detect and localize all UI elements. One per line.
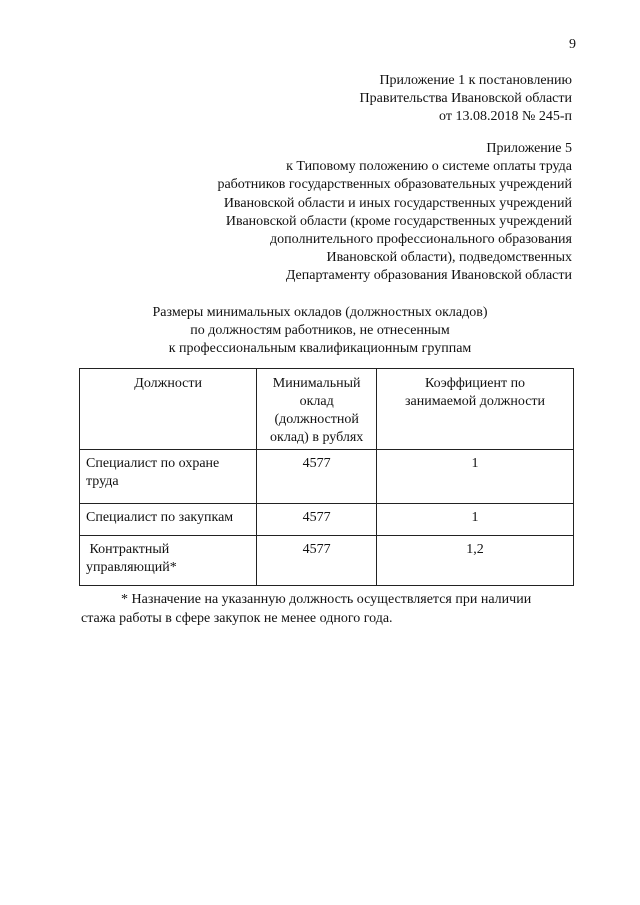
row-position (80, 504, 257, 536)
appendix-5-line: дополнительного профессионального образования (270, 232, 572, 248)
footnote-line1-text: * Назначение на указанную должность осуществляется при наличии (121, 592, 532, 607)
appendix-1-line: Приложение 1 к постановлению (379, 73, 572, 88)
row-position-line: труда (86, 474, 119, 489)
header-position-text: Должности (134, 376, 202, 391)
row-position-line: управляющий* (86, 560, 177, 575)
appendix-5-line: Приложение 5 (486, 141, 572, 156)
title-line: по должностям работников, не отнесенным (190, 323, 450, 338)
footnote-line (81, 590, 574, 609)
appendix-5-line: Ивановской области (кроме государственных учреждений (225, 213, 572, 229)
header-coefficient-line: Коэффициент по (424, 376, 526, 391)
row-coefficient: 1,2 (377, 536, 574, 586)
row-salary: 4577 (257, 504, 377, 536)
row-position-line: Специалист по охране (86, 456, 220, 471)
footnote-line: стажа работы в сфере закупок не менее одного года. (81, 611, 393, 626)
header-coefficient-text (377, 369, 573, 411)
row-salary: 4577 (257, 536, 377, 586)
title-line: Размеры минимальных окладов (должностных окладов) (152, 305, 488, 320)
appendix-5-line: Департаменту образования Ивановской области (285, 268, 572, 284)
table-row (80, 504, 574, 536)
row-coefficient: 1 (377, 450, 574, 504)
header-salary-line: оклад (299, 394, 334, 409)
header-coefficient (377, 369, 574, 450)
table-row (80, 450, 574, 504)
appendix-5-line: Ивановской области), подведомственных (326, 250, 572, 266)
footnote (81, 590, 574, 628)
appendix-5-header (217, 140, 572, 286)
document-title (0, 304, 640, 358)
header-salary-line: Минимальный (272, 376, 361, 391)
row-salary: 4577 (257, 450, 377, 504)
appendix-5-line: работников государственных образовательных учреждений (217, 177, 572, 193)
appendix-1-line: Правительства Ивановской области (359, 91, 572, 107)
header-salary (257, 369, 377, 450)
appendix-5-line: к Типовому положению о системе оплаты труда (286, 159, 572, 175)
table-row (80, 536, 574, 586)
header-position (80, 369, 257, 450)
row-coefficient: 1 (377, 504, 574, 536)
page-number: 9 (569, 37, 576, 52)
header-coefficient-line: занимаемой должности (404, 394, 546, 409)
header-salary-text (257, 369, 376, 447)
appendix-1-header (360, 72, 572, 127)
row-position (80, 536, 257, 586)
header-salary-line: (должностной (274, 412, 359, 427)
title-line: к профессиональным квалификационным группам (168, 341, 472, 356)
row-position-line: Контрактный (86, 542, 170, 557)
row-position (80, 450, 257, 504)
table-header-row (80, 369, 574, 450)
salary-table (79, 368, 574, 586)
header-salary-line: оклад) в рублях (270, 430, 364, 445)
appendix-1-line: от 13.08.2018 № 245-п (439, 109, 572, 125)
appendix-5-line: Ивановской области и иных государственных учреждений (223, 195, 572, 211)
row-position-line: Специалист по закупкам (86, 510, 234, 525)
